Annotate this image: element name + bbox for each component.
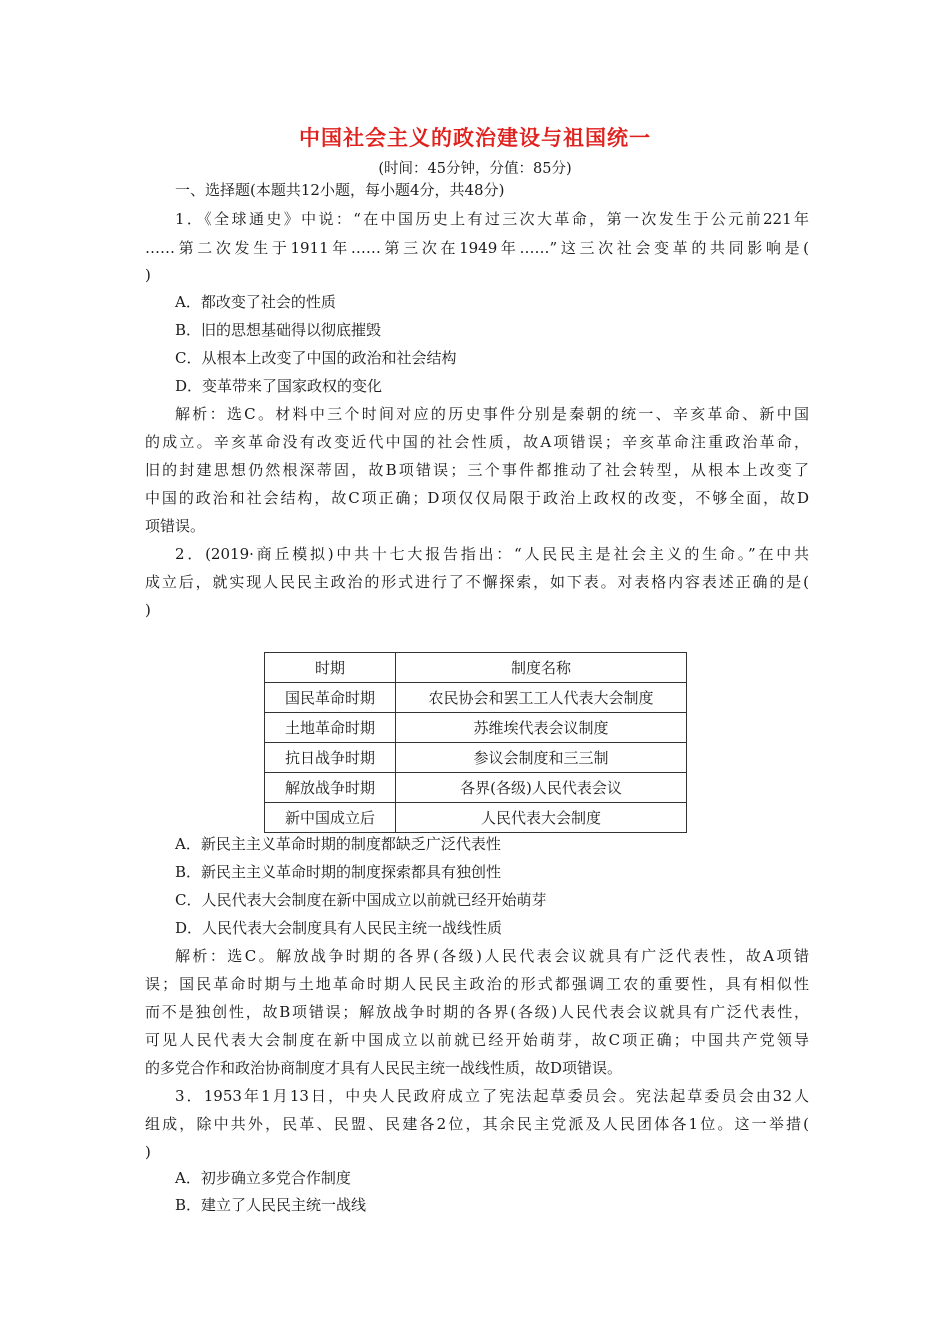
q1-stem-line: ……第二次发生于1911年……第三次在1949年……”这三次社会变革的共同影响是( [145,239,809,257]
q1-analysis-line: 解析：选C。材料中三个时间对应的历史事件分别是秦朝的统一、辛亥革命、新中国 [175,405,809,423]
table-cell-system: 农民协会和罢工工人代表大会制度 [396,683,687,713]
q2-option-a: A．新民主主义革命时期的制度都缺乏广泛代表性 [175,835,501,853]
table-cell-system: 参议会制度和三三制 [396,743,687,773]
q1-stem-line: ) [145,266,151,284]
table-cell-period: 新中国成立后 [265,803,396,833]
q2-stem-line: 2．(2019·商丘模拟)中共十七大报告指出：“人民民主是社会主义的生命。”在中共 [175,545,809,563]
table-row [265,803,687,833]
table-cell-period: 土地革命时期 [265,713,396,743]
table-header-cell: 制度名称 [396,653,687,683]
table-cell-period: 抗日战争时期 [265,743,396,773]
q2-stem-line: 成立后，就实现人民民主政治的形式进行了不懈探索，如下表。对表格内容表述正确的是( [145,573,809,591]
table-row [265,743,687,773]
section-heading: 一、选择题(本题共12小题，每小题4分，共48分) [175,181,505,199]
q3-stem-line: 组成，除中共外，民革、民盟、民建各2位，其余民主党派及人民团体各1位。这一举措( [145,1115,809,1133]
q2-analysis-line: 的多党合作和政治协商制度才具有人民民主统一战线性质，故D项错误。 [145,1059,623,1077]
q2-analysis-line: 而不是独创性，故B项错误；解放战争时期的各界(各级)人民代表会议就具有广泛代表性， [145,1003,809,1021]
q3-option-a: A．初步确立多党合作制度 [175,1169,351,1187]
table-header-cell: 时期 [265,653,396,683]
system-table [264,652,687,833]
q1-analysis-line: 项错误。 [145,517,206,535]
q2-analysis-line: 误；国民革命时期与土地革命时期人民民主政治的形式都强调工农的重要性，具有相似性 [145,975,809,993]
q1-option-d: D．变革带来了国家政权的变化 [175,377,383,395]
q3-option-b: B．建立了人民民主统一战线 [175,1196,367,1214]
q2-analysis-line: 可见人民代表大会制度在新中国成立以前就已经开始萌芽，故C项正确；中国共产党领导 [145,1031,809,1049]
table-header-row [265,653,687,683]
table-cell-system: 人民代表大会制度 [396,803,687,833]
table-row [265,713,687,743]
q2-option-d: D．人民代表大会制度具有人民民主统一战线性质 [175,919,503,937]
document-title: 中国社会主义的政治建设与祖国统一 [299,126,651,150]
q1-analysis-line: 旧的封建思想仍然根深蒂固，故B项错误；三个事件都推动了社会转型，从根本上改变了 [145,461,809,479]
table-row [265,773,687,803]
table-cell-system: 苏维埃代表会议制度 [396,713,687,743]
q1-analysis-line: 的成立。辛亥革命没有改变近代中国的社会性质，故A项错误；辛亥革命注重政治革命， [145,433,809,451]
q2-analysis-line: 解析：选C。解放战争时期的各界(各级)人民代表会议就具有广泛代表性，故A项错 [175,947,809,965]
table-cell-period: 解放战争时期 [265,773,396,803]
q1-stem-line: 1．《全球通史》中说：“在中国历史上有过三次大革命，第一次发生于公元前221年 [175,210,809,228]
q1-option-b: B．旧的思想基础得以彻底摧毁 [175,321,382,339]
document-subtitle: (时间：45分钟，分值：85分) [378,161,572,177]
q2-stem-line: ) [145,601,151,619]
q1-option-c: C．从根本上改变了中国的政治和社会结构 [175,349,457,367]
q3-stem-line: 3．1953年1月13日，中央人民政府成立了宪法起草委员会。宪法起草委员会由32人 [175,1087,809,1105]
q1-analysis-line: 中国的政治和社会结构，故C项正确；D项仅仅局限于政治上政权的改变，不够全面，故D [145,489,809,507]
q2-option-b: B．新民主主义革命时期的制度探索都具有独创性 [175,863,502,881]
q1-option-a: A．都改变了社会的性质 [175,293,336,311]
q3-stem-line: ) [145,1143,151,1161]
table-cell-period: 国民革命时期 [265,683,396,713]
table-cell-system: 各界(各级)人民代表会议 [396,773,687,803]
q2-option-c: C．人民代表大会制度在新中国成立以前就已经开始萌芽 [175,891,547,909]
table-row [265,683,687,713]
